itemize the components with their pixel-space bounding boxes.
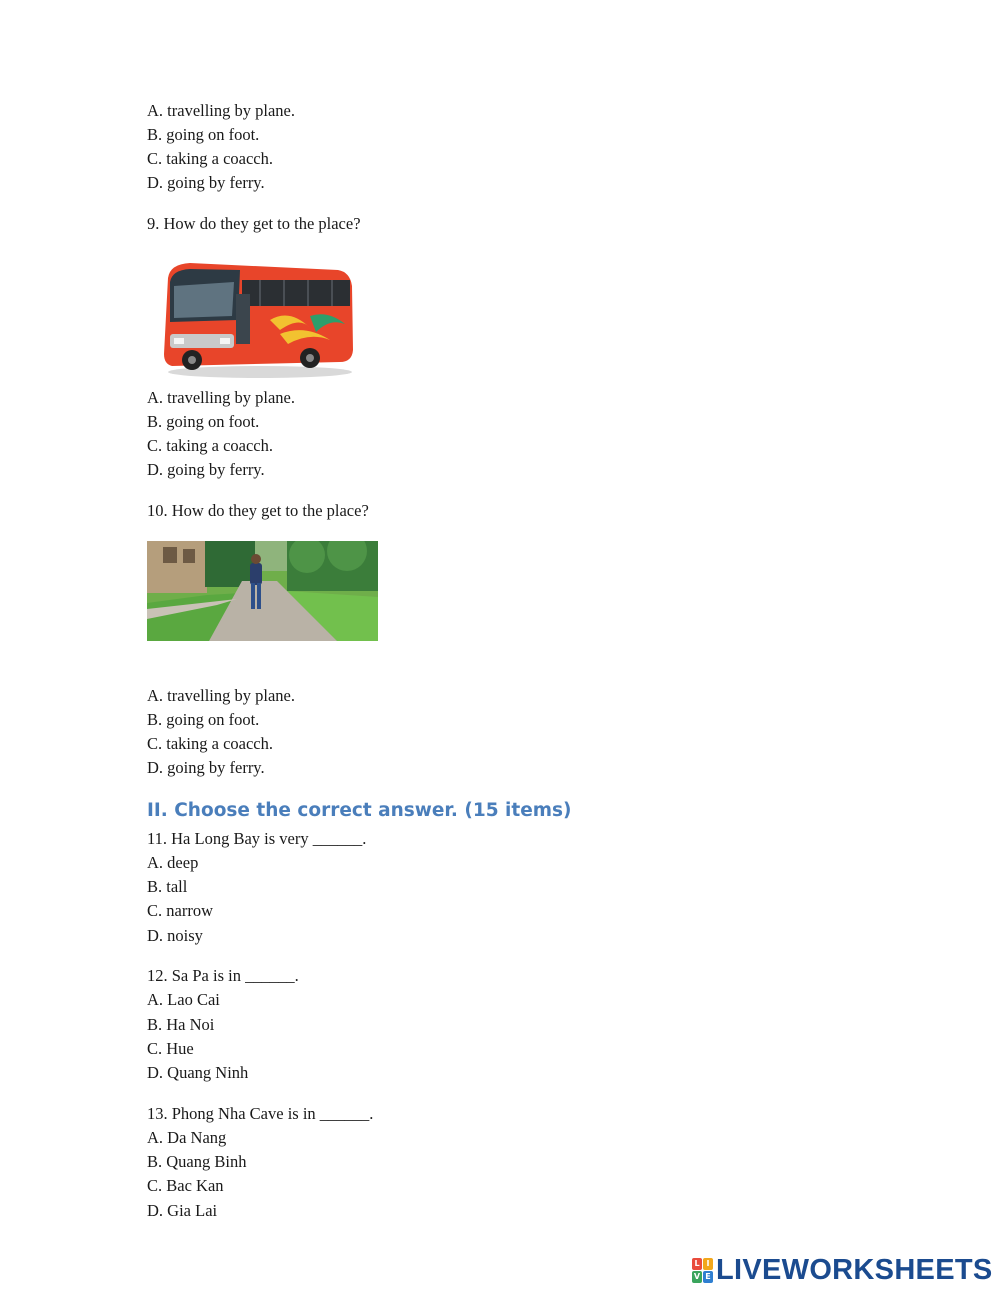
q13-option-c[interactable]: C. Bac Kan <box>147 1176 224 1195</box>
q10-option-c[interactable]: C. taking a coacch. <box>147 734 273 753</box>
logo-letter-e: E <box>703 1271 713 1283</box>
q8-option-c[interactable]: C. taking a coacch. <box>147 149 273 168</box>
q10-option-b[interactable]: B. going on foot. <box>147 710 260 729</box>
q12-question: 12. Sa Pa is in ______. <box>147 966 299 985</box>
q8-option-a[interactable]: A. travelling by plane. <box>147 101 296 120</box>
q9-option-a[interactable]: A. travelling by plane. <box>147 388 296 407</box>
q8-option-b[interactable]: B. going on foot. <box>147 125 260 144</box>
section-heading: II. Choose the correct answer. (15 items) <box>147 800 572 821</box>
q9-question: 9. How do they get to the place? <box>147 214 361 233</box>
q9-option-c[interactable]: C. taking a coacch. <box>147 436 273 455</box>
q12-option-c[interactable]: C. Hue <box>147 1039 194 1058</box>
q10-question: 10. How do they get to the place? <box>147 501 369 520</box>
q11-question: 11. Ha Long Bay is very ______. <box>147 829 367 848</box>
logo-letter-i: I <box>703 1258 713 1270</box>
q10-option-a[interactable]: A. travelling by plane. <box>147 686 296 705</box>
q12-option-d[interactable]: D. Quang Ninh <box>147 1063 249 1082</box>
q11-option-b[interactable]: B. tall <box>147 877 188 896</box>
q8-option-d[interactable]: D. going by ferry. <box>147 173 265 192</box>
q9-option-d[interactable]: D. going by ferry. <box>147 460 265 479</box>
q11-option-c[interactable]: C. narrow <box>147 901 213 920</box>
q11-option-a[interactable]: A. deep <box>147 853 199 872</box>
q12-option-a[interactable]: A. Lao Cai <box>147 990 220 1009</box>
q9-option-b[interactable]: B. going on foot. <box>147 412 260 431</box>
logo-wordmark: LIVEWORKSHEETS <box>716 1253 993 1286</box>
q10-option-d[interactable]: D. going by ferry. <box>147 758 265 777</box>
liveworksheets-logo[interactable] <box>692 1255 993 1285</box>
logo-mark-icon <box>692 1258 713 1283</box>
logo-letter-l: L <box>692 1258 702 1270</box>
q13-question: 13. Phong Nha Cave is in ______. <box>147 1104 374 1123</box>
q11-option-d[interactable]: D. noisy <box>147 926 203 945</box>
q13-option-b[interactable]: B. Quang Binh <box>147 1152 247 1171</box>
logo-letter-v: V <box>693 1272 701 1281</box>
q12-option-b[interactable]: B. Ha Noi <box>147 1015 215 1034</box>
q13-option-d[interactable]: D. Gia Lai <box>147 1201 218 1220</box>
q9-bus-image <box>160 258 356 382</box>
q13-option-a[interactable]: A. Da Nang <box>147 1128 227 1147</box>
q10-walking-image <box>147 541 378 641</box>
